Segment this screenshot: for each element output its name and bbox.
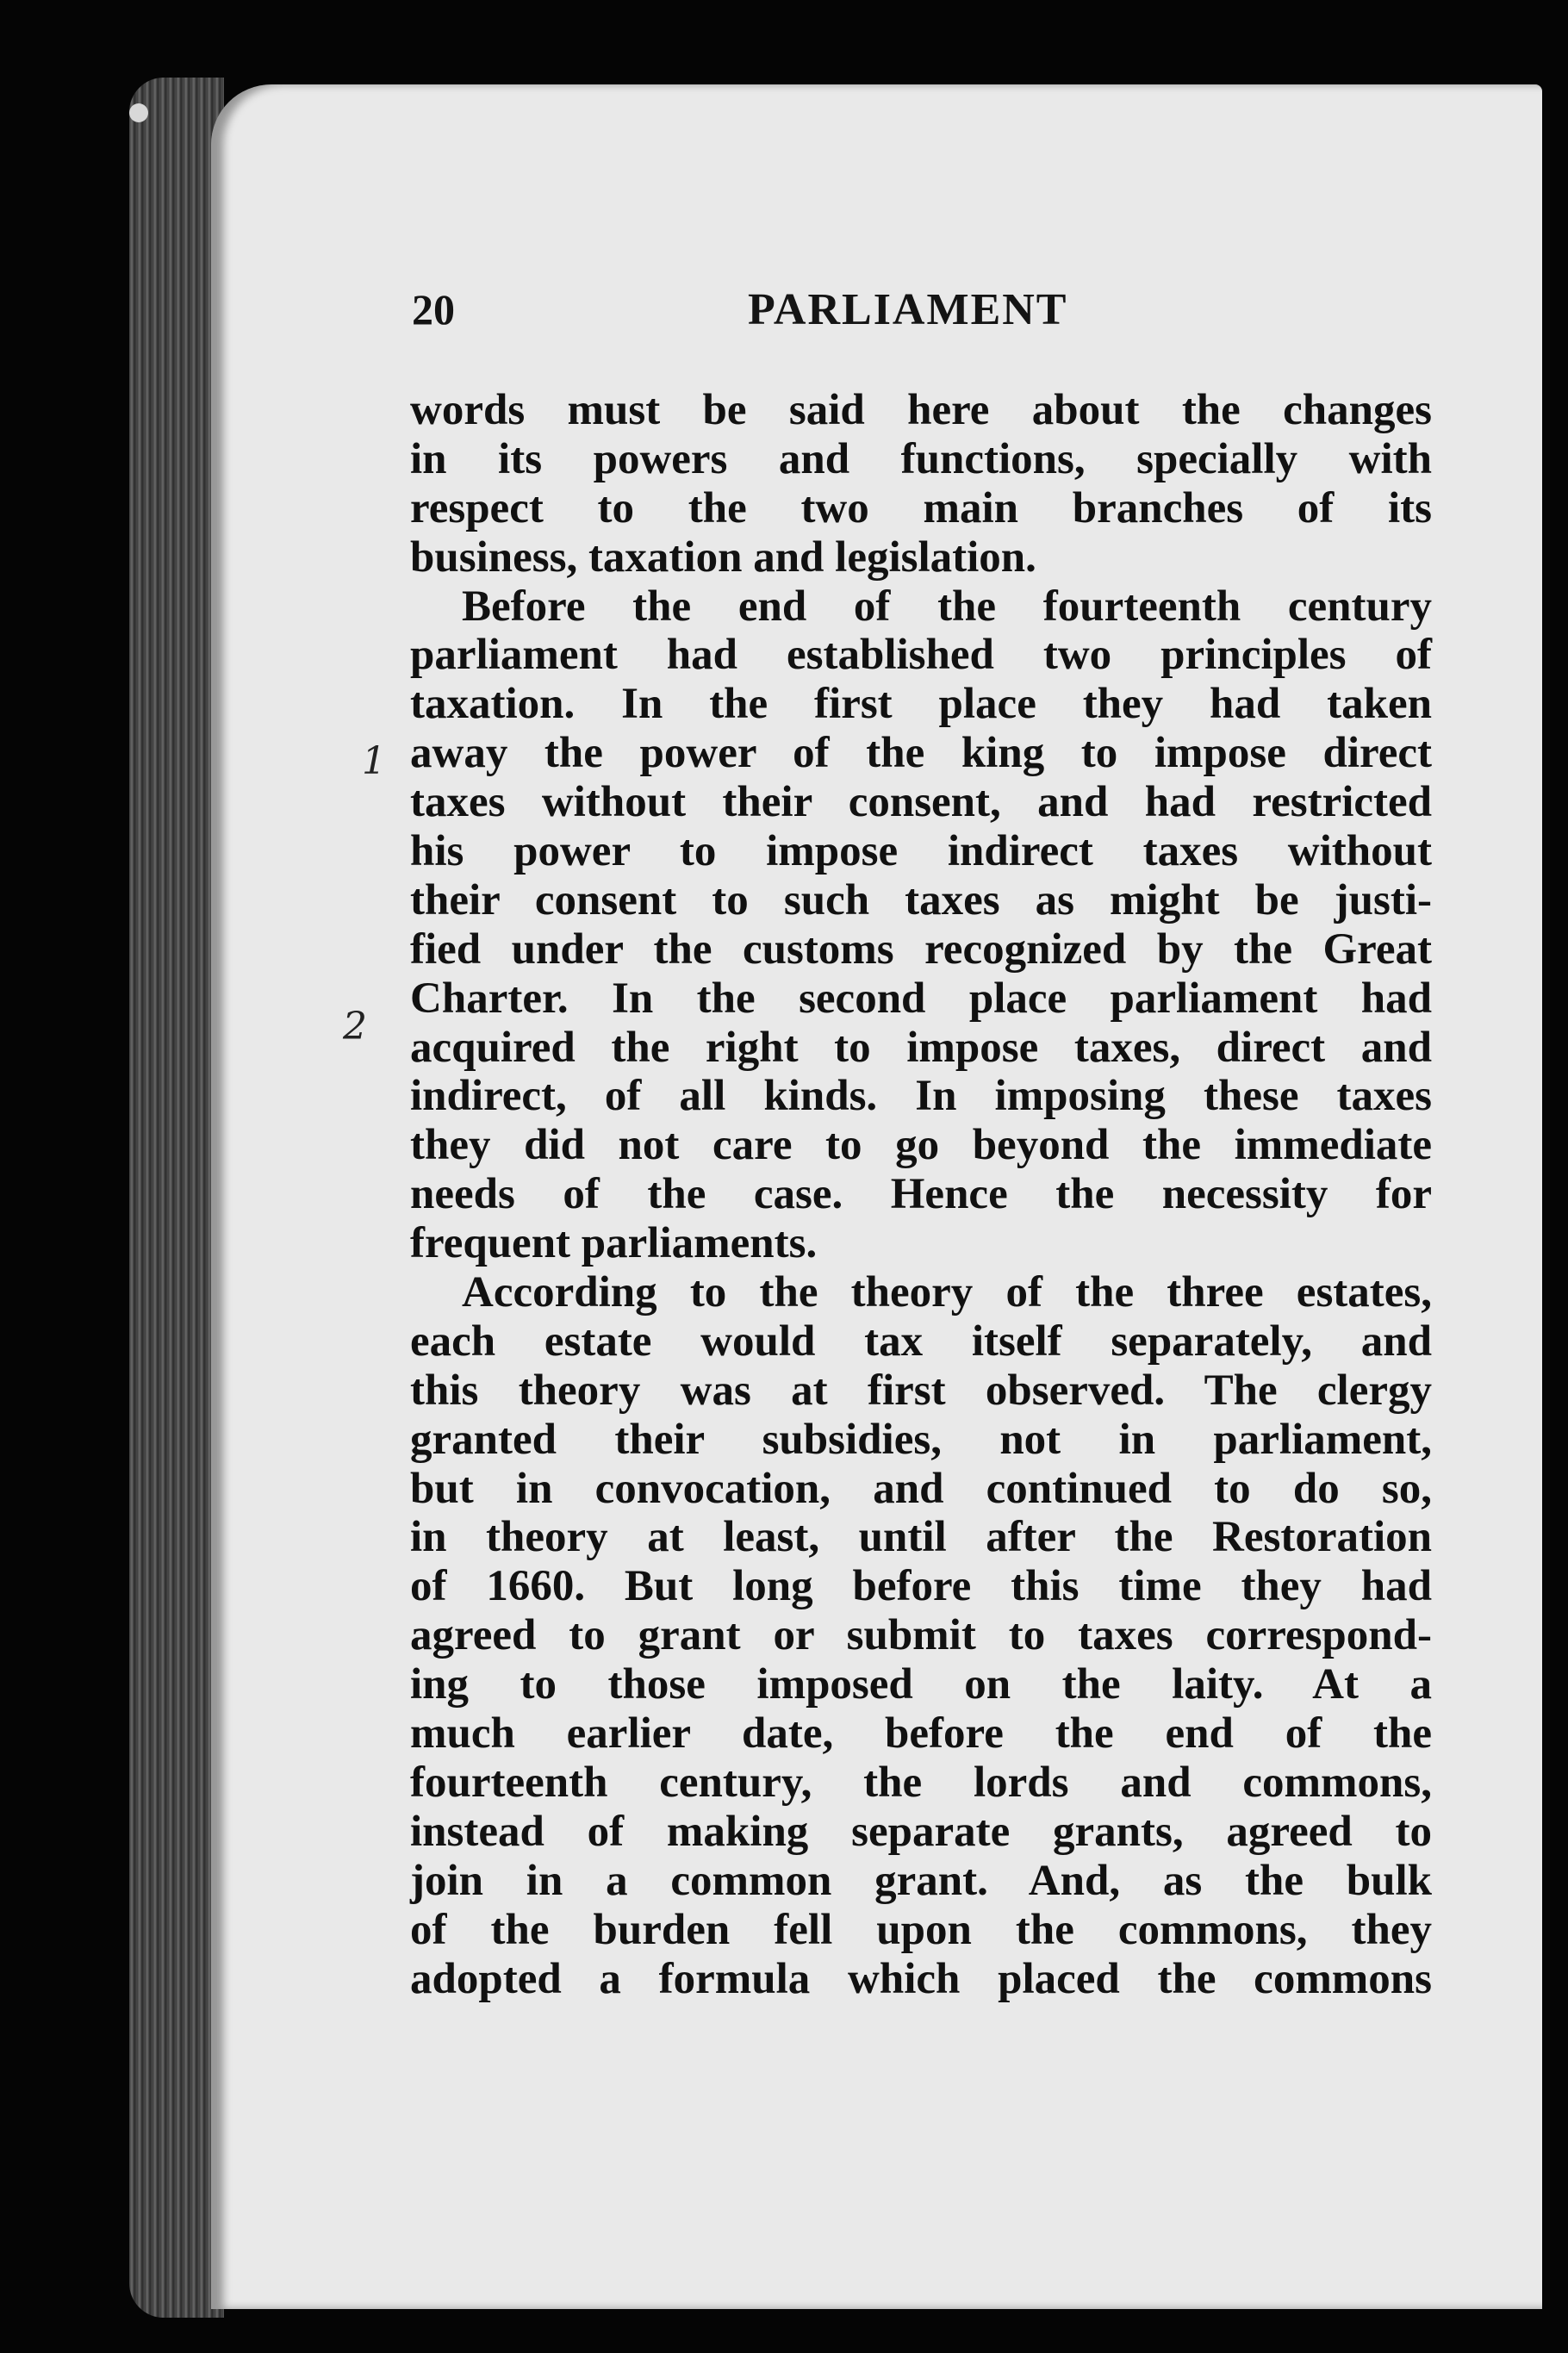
text-line: adopted a formula which placed the commons [410,1954,1432,2003]
text-line: Charter. In the second place parliament had [410,974,1432,1023]
text-line: their consent to such taxes as might be justi- [410,875,1432,924]
text-line: in its powers and functions, specially with [410,434,1432,483]
text-line: join in a common grant. And, as the bulk [410,1856,1432,1905]
text-line: in theory at least, until after the Restoration [410,1513,1432,1562]
text-line: needs of the case. Hence the necessity for [410,1170,1432,1219]
margin-note-1: 1 [362,739,386,783]
text-line: but in convocation, and continued to do so, [410,1464,1432,1513]
text-line: his power to impose indirect taxes without [410,827,1432,876]
page-header [412,284,1446,353]
text-line: frequent parliaments. [410,1219,818,1268]
text-line: each estate would tax itself separately, and [410,1317,1432,1366]
text-line: of the burden fell upon the commons, they [410,1905,1432,1954]
book-page-edges [129,78,224,2318]
body-text [410,386,1432,2003]
page-number: 20 [412,285,455,333]
text-line: much earlier date, before the end of the [410,1709,1432,1759]
text-line: they did not care to go beyond the immediate [410,1121,1432,1170]
text-line: taxes without their consent, and had restricted [410,778,1432,827]
text-line: words must be said here about the changes [410,386,1432,434]
text-line: ing to those imposed on the laity. At a [410,1660,1432,1709]
text-line: taxation. In the first place they had taken [410,680,1432,729]
text-line: fourteenth century, the lords and commons, [410,1758,1432,1807]
text-line: indirect, of all kinds. In imposing these taxes [410,1072,1432,1121]
text-line: agreed to grant or submit to taxes correspond- [410,1611,1432,1660]
paragraph-1 [410,386,1432,582]
text-line: instead of making separate grants, agreed to [410,1807,1432,1856]
paragraph-2 [410,582,1432,1268]
text-line: parliament had established two principles of [410,631,1432,680]
text-line: this theory was at first observed. The clergy [410,1366,1432,1415]
text-line: granted their subsidies, not in parliament, [410,1415,1432,1464]
text-line: fied under the customs recognized by the Great [410,924,1432,974]
margin-note-2: 2 [343,1005,367,1049]
text-line: away the power of the king to impose direct [410,729,1432,778]
text-line: acquired the right to impose taxes, direct and [410,1023,1432,1072]
paragraph-3 [410,1268,1432,2003]
running-head: PARLIAMENT [748,285,1068,334]
text-line: respect to the two main branches of its [410,483,1432,532]
text-line: business, taxation and legislation. [410,532,1036,582]
binding-spot [129,103,148,122]
text-line: of 1660. But long before this time they had [410,1562,1432,1611]
text-line: Before the end of the fourteenth century [462,582,1432,631]
text-line: According to the theory of the three estates, [462,1268,1432,1317]
